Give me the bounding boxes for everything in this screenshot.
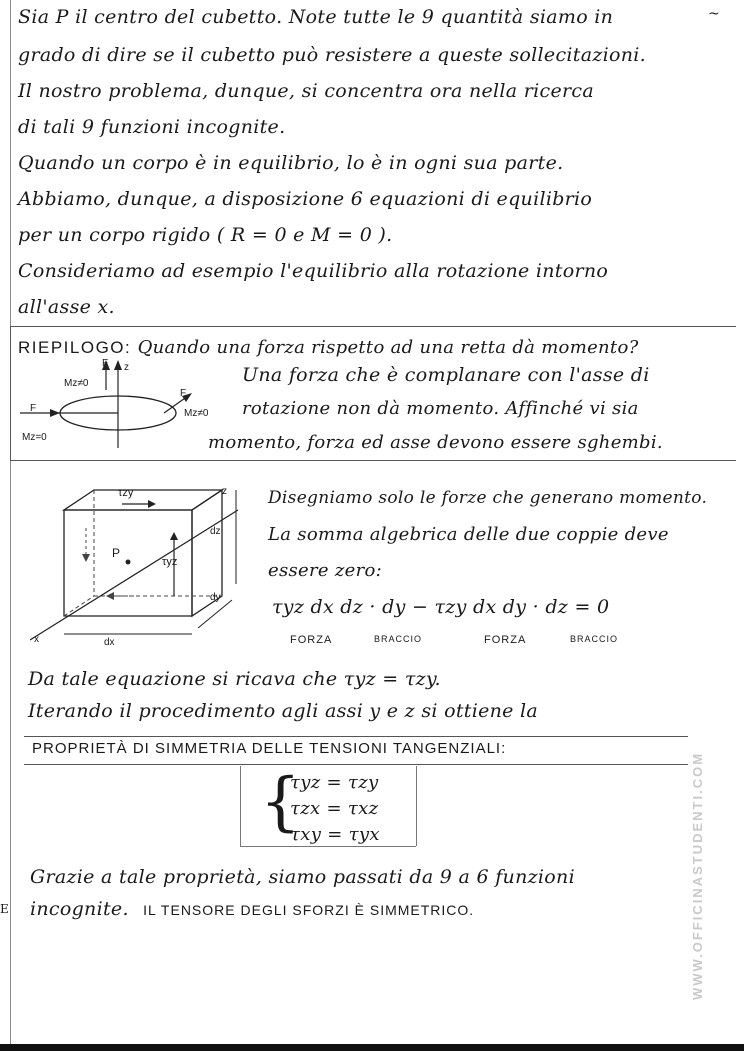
left-margin-mark: E <box>0 902 9 916</box>
force-left-arrowhead <box>50 409 60 417</box>
tau-yz-left-arrowhead <box>82 554 90 562</box>
text-line: Da tale equazione si ricava che τyz = τzy. <box>28 668 441 690</box>
label-tau-zy: τzy <box>118 487 134 499</box>
tau-zy-bottom-arrowhead <box>106 592 114 600</box>
recap-title: RIEPILOGO: <box>18 338 132 357</box>
equilibrium-equation: τyz dx dz · dy − τzy dx dy · dz = 0 <box>272 596 610 618</box>
conclusion-caps: IL TENSORE DEGLI SFORZI È SIMMETRICO. <box>143 902 475 918</box>
property-bottom-rule <box>24 764 688 765</box>
recap-answer-line: rotazione non dà momento. Affinché vi sia <box>242 398 639 419</box>
symmetry-equation: τyz = τzy <box>290 772 379 793</box>
label-p: P <box>112 546 121 560</box>
cube-diagram <box>30 484 260 654</box>
tau-yz-right-arrowhead <box>170 532 178 540</box>
text-line: Disegniamo solo le forze che generano momento. <box>268 488 708 508</box>
label-f-left: F <box>30 403 37 414</box>
cube-hidden-edge <box>64 596 94 616</box>
recap-line <box>18 336 639 358</box>
corner-mark: ~ <box>708 6 720 22</box>
text-line: Grazie a tale proprietà, siamo passati da 9 a 6 funzioni <box>30 866 575 888</box>
tau-zy-top-arrowhead <box>148 500 156 508</box>
text-line: Quando un corpo è in equilibrio, lo è in ogni sua parte. <box>18 152 564 174</box>
text-line: Il nostro problema, dunque, si concentra ora nella ricerca <box>18 80 594 102</box>
text-line: Iterando il procedimento agli assi y e z si ottiene la <box>28 700 539 722</box>
system-left-rule <box>240 766 241 846</box>
label-braccio: BRACCIO <box>570 634 619 644</box>
text-line: Sia P il centro del cubetto. Note tutte le 9 quantità siamo in <box>18 6 614 28</box>
text-line: La somma algebrica delle due coppie deve <box>268 524 669 545</box>
watermark: WWW.OFFICINASTUDENTI.COM <box>690 751 705 1000</box>
recap-question: Quando una forza rispetto ad una retta dà momento? <box>137 337 639 358</box>
recap-answer-line: Una forza che è complanare con l'asse di <box>242 364 650 386</box>
label-z: z <box>222 486 227 497</box>
text-line <box>30 898 474 920</box>
property-title: PROPRIETÀ DI SIMMETRIA DELLE TENSIONI TANGENZIALI: <box>32 740 507 757</box>
recap-box-top-border <box>10 326 736 327</box>
center-point-p <box>126 560 131 565</box>
system-right-rule <box>416 766 417 846</box>
recap-box-bottom-border <box>10 460 736 461</box>
label-m-left: Mz=0 <box>22 432 47 443</box>
symmetry-equation: τzx = τxz <box>290 798 379 819</box>
system-brace: { <box>260 765 302 839</box>
label-dz: dz <box>210 526 221 537</box>
label-m-right: Mz≠0 <box>184 408 209 419</box>
symmetry-equation: τxy = τyx <box>290 824 380 845</box>
label-dy: dy <box>210 592 221 603</box>
scan-bottom-bar <box>0 1044 744 1051</box>
label-f-right: F <box>180 388 187 399</box>
text-line: Abbiamo, dunque, a disposizione 6 equazioni di equilibrio <box>18 188 593 210</box>
label-braccio: BRACCIO <box>374 634 423 644</box>
z-axis-arrowhead <box>114 360 122 370</box>
recap-answer-line: momento, forza ed asse devono essere sghembi. <box>208 432 663 453</box>
recap-box-left-border <box>10 326 11 460</box>
text-fragment: incognite. <box>30 898 129 920</box>
label-tau-yz: τyz <box>162 556 178 568</box>
text-line: di tali 9 funzioni incognite. <box>18 116 286 138</box>
label-forza: FORZA <box>290 634 333 646</box>
dimension-dy <box>198 600 232 628</box>
label-f-top: F <box>102 358 109 369</box>
label-forza: FORZA <box>484 634 527 646</box>
label-x: x <box>34 634 39 645</box>
margin-rule <box>10 0 11 1051</box>
label-z-axis: z <box>124 362 129 373</box>
text-line: grado di dire se il cubetto può resistere a queste sollecitazioni. <box>18 44 647 66</box>
label-dx: dx <box>104 637 115 648</box>
property-top-rule <box>24 736 688 737</box>
label-m-top: Mz≠0 <box>64 378 89 389</box>
system-bottom-rule <box>240 846 416 847</box>
text-line: Consideriamo ad esempio l'equilibrio alla rotazione intorno <box>18 260 609 282</box>
text-line: all'asse x. <box>18 296 115 318</box>
cube-top-face <box>64 490 222 510</box>
text-line: essere zero: <box>268 560 382 581</box>
text-line: per un corpo rigido ( R = 0 e M = 0 ). <box>18 224 393 246</box>
